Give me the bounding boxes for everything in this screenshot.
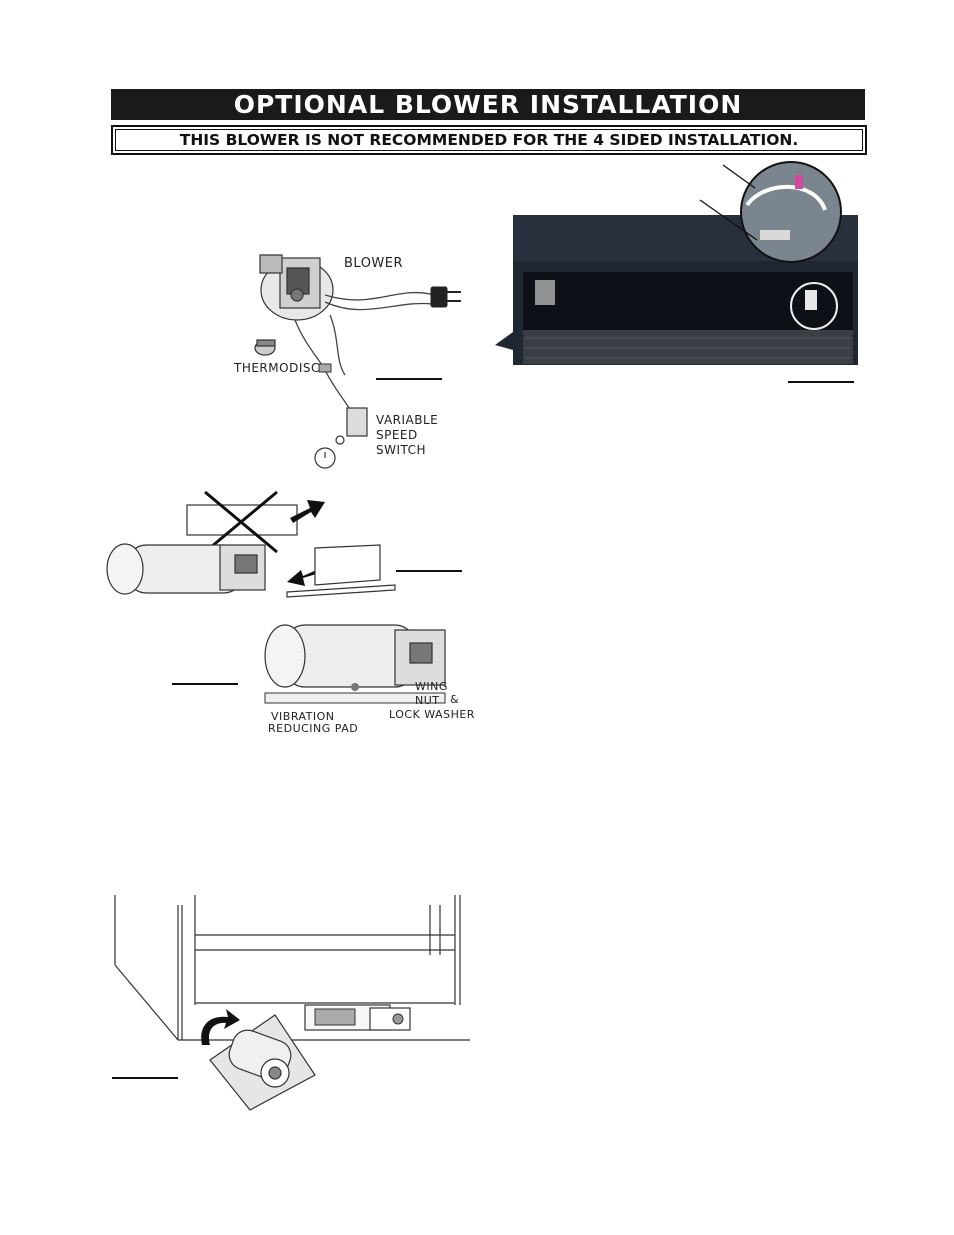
blower-unit-icon xyxy=(210,1015,315,1110)
leader-line xyxy=(723,165,755,188)
bracket-plate-icon xyxy=(287,545,395,597)
wiring-drawing xyxy=(225,240,485,475)
figure-rule xyxy=(172,683,238,685)
figure-rule xyxy=(376,378,442,380)
figure-rule xyxy=(788,381,854,383)
label-thermodisc: THERMODISC xyxy=(234,361,320,375)
connector-icon xyxy=(319,364,331,372)
knob-icon xyxy=(393,1014,403,1024)
bracket-drawing xyxy=(105,490,475,610)
bracket-diagram xyxy=(105,490,475,610)
gas-valve-icon xyxy=(315,1009,355,1025)
label-wing-nut: WING NUT xyxy=(415,680,448,707)
label-reducing-pad: REDUCING PAD xyxy=(268,722,359,735)
warning-text: THIS BLOWER IS NOT RECOMMENDED FOR THE 4 SIDED INSTALLATION. xyxy=(115,129,863,151)
label-ampersand: & xyxy=(450,693,460,706)
warning-box xyxy=(111,125,867,155)
plug-icon xyxy=(431,287,461,307)
firebox-photo xyxy=(495,160,865,370)
blower-unit-icon xyxy=(107,544,265,594)
thermodisc-icon xyxy=(255,340,275,355)
label-lock-washer: LOCK WASHER xyxy=(389,708,475,721)
label-switch: SWITCH xyxy=(376,443,427,457)
zoom-detail-icon xyxy=(741,162,841,262)
firebox-photo-drawing xyxy=(495,160,865,370)
figure-rule xyxy=(396,570,462,572)
label-speed: SPEED xyxy=(376,428,418,442)
page-title: OPTIONAL BLOWER INSTALLATION xyxy=(111,89,865,120)
label-blower: BLOWER xyxy=(344,256,404,271)
label-variable: VARIABLE xyxy=(376,413,439,427)
blower-unit-icon xyxy=(265,625,445,687)
wiring-diagram xyxy=(225,240,485,475)
label-vibration: VIBRATION xyxy=(271,710,335,723)
blower-unit-icon xyxy=(260,255,333,320)
figure-rule xyxy=(112,1077,178,1079)
switch-icon xyxy=(315,408,367,468)
wing-nut-icon xyxy=(351,683,359,691)
mounting-diagram xyxy=(255,615,475,740)
